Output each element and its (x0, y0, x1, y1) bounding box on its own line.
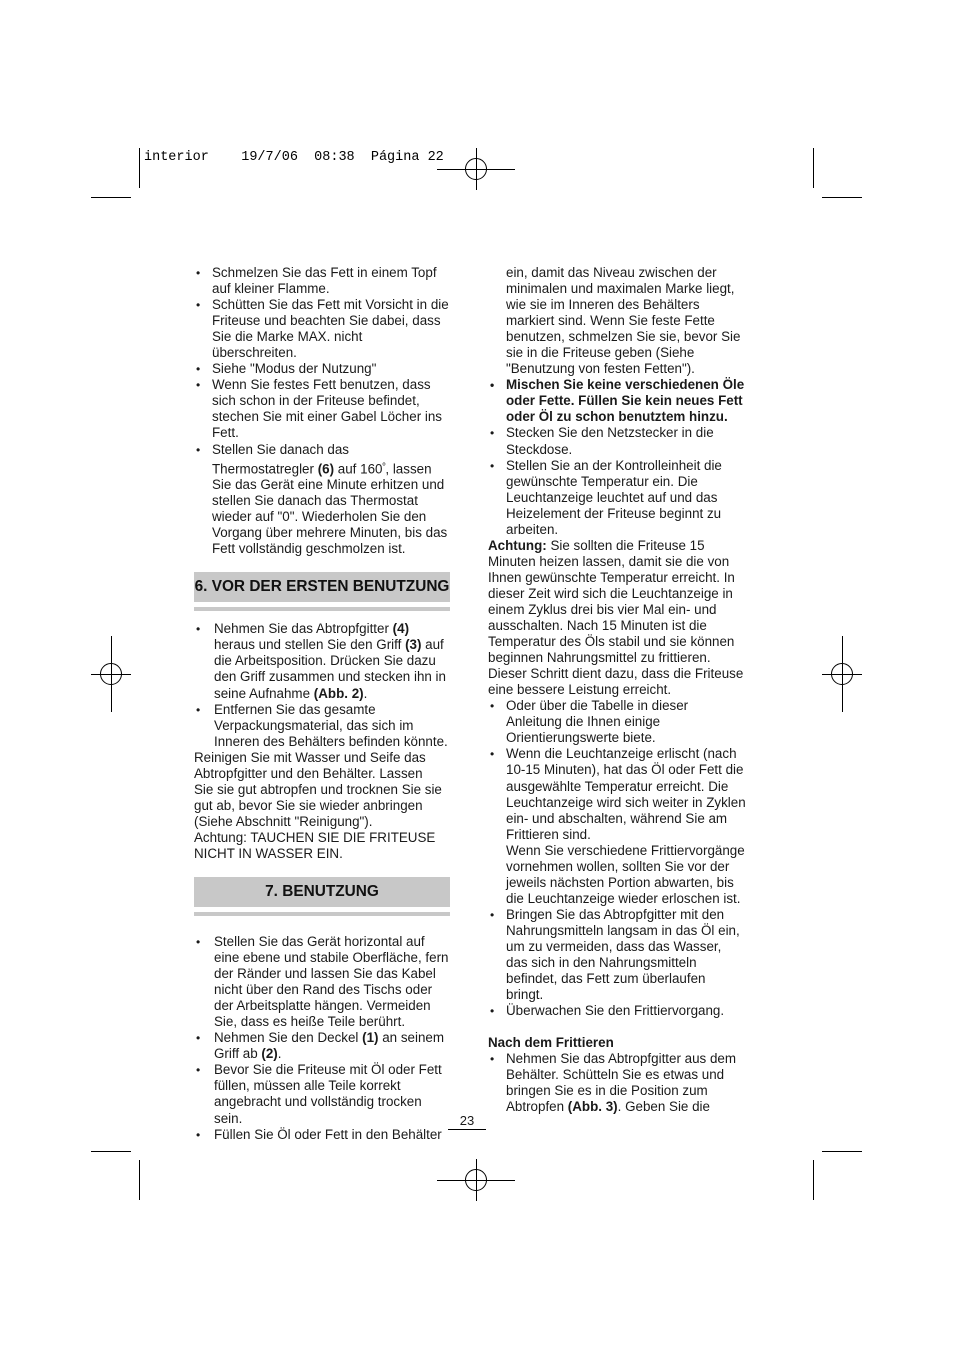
list-item (194, 1030, 450, 1062)
list-item: • Wenn Sie festes Fett benutzen, dass sich schon in der Friteuse befindet, stechen Sie mit einer Gabel Löcher ins Fett. (194, 377, 450, 441)
list-item: • Schmelzen Sie das Fett in einem Topf auf kleiner Flamme. (194, 265, 450, 297)
slug-date: 19/7/06 (241, 150, 298, 165)
figure-ref: (Abb. 2) (313, 685, 364, 701)
subheading: Nach dem Frittieren (488, 1035, 614, 1051)
list-item: • Entfernen Sie das gesamte Verpackungsmaterial, das sich im Inneren des Behälters befinden könnte. (194, 702, 450, 750)
slug-file: interior (144, 150, 209, 165)
text: auf 160 (334, 461, 383, 477)
list-item: • Überwachen Sie den Frittiervorgang. (488, 1003, 746, 1019)
text: auf die Arbeitsposition. Drücken Sie dazu den Griff zusammen und stecken ihn in seine Aufnahme (214, 637, 446, 701)
list-item: • Wenn die Leuchtanzeige erlischt (nach 10-15 Minuten), hat das Öl oder Fett die ausgewählte Temperatur erreicht. Die Leuchtanzeige wird sich weiter in Zyklen ein- und abschalten, während Sie am Frittieren sind. (488, 746, 746, 842)
section-heading-7: 7. BENUTZUNG (194, 877, 450, 907)
part-ref: (1) (362, 1030, 379, 1046)
crop-mark-br-h (822, 1151, 862, 1152)
list-item (194, 621, 450, 701)
crop-mark-tr-h (822, 197, 862, 198)
paragraph: ein, damit das Niveau zwischen der minimalen und maximalen Marke liegt, wie sie im Inneren des Behälters markiert sind. Wenn Sie feste Fette benutzen, schmelzen Sie sie, bevor Sie sie in die Friteuse geben (Siehe "Benutzung von festen Fetten"). (506, 265, 741, 377)
list-item: • Siehe "Modus der Nutzung" (194, 361, 450, 377)
paragraph (488, 538, 746, 698)
page-number: 23 (459, 1113, 475, 1128)
crop-mark-tr-v (813, 148, 814, 188)
text: Sie sollten die Friteuse 15 Minuten heizen lassen, damit sie die von Ihnen gewünschte Temperatur erreicht. In dieser Zeit wird sich die Leuchtanzeige in einem Zyklus drei bis vier Mal ein- und ausschalten. Nach 15 Minuten ist die Temperatur des Öls stabil und sie können beginnen Nahrungsmittel zu frittieren. Dieser Schritt dient dazu, dass die Friteuse eine bessere Leistung erreicht. (488, 537, 744, 698)
text: Nehmen Sie das Abtropfgitter aus dem Behälter. Schütteln Sie es etwas und bringen Sie es in die Position zum Abtropfen (506, 1051, 737, 1115)
list-item: • Stellen Sie das Gerät horizontal auf eine ebene und stabile Oberfläche, fern der Ränder und lassen Sie das Kabel nicht über den Rand des Tischs oder der Arbeitsplatte hängen. Vermeiden Sie, dass es heiße Teile berührt. (194, 934, 450, 1030)
paragraph: Achtung: TAUCHEN SIE DIE FRITEUSE NICHT IN WASSER EIN. (194, 829, 436, 861)
list-item (194, 442, 450, 558)
crop-mark-bl-v (139, 1160, 140, 1200)
print-slug-line (144, 150, 444, 165)
list-item (488, 1051, 746, 1115)
crop-mark-tl-h (91, 197, 131, 198)
crop-mark-tl-v (139, 148, 140, 188)
list-item-warning: • Mischen Sie keine verschiedenen Öle oder Fette. Füllen Sie kein neues Fett oder Öl zu schon benutztem hinzu. (488, 377, 746, 425)
text: . (277, 1046, 282, 1062)
attention-label: Achtung: (488, 537, 547, 553)
text: an seinem Griff ab (214, 1030, 445, 1062)
paragraph: Reinigen Sie mit Wasser und Seife das Abtropfgitter und den Behälter. Lassen Sie sie gut abtropfen und trocknen Sie sie gut ab, bevor Sie sie wieder anbringen (Siehe Abschnitt "Reinigung"). (194, 749, 442, 829)
degree-sign: º (382, 460, 386, 470)
paragraph: Wenn Sie verschiedene Frittiervorgänge vornehmen wollen, sollten Sie vor der jeweils nächsten Portion abwarten, bis die Leuchtanzeige wieder erloschen ist. (506, 842, 745, 906)
text: heraus und stellen Sie den Griff (214, 637, 406, 653)
part-ref: (2) (261, 1046, 278, 1062)
part-ref: (6) (317, 461, 335, 477)
slug-page: Página 22 (370, 150, 444, 165)
part-ref: (4) (392, 621, 410, 637)
part-ref: (3) (405, 637, 422, 653)
text: Stellen Sie danach das Thermostatregler (212, 441, 349, 477)
list-item: • Füllen Sie Öl oder Fett in den Behälter (194, 1127, 450, 1143)
left-column (194, 265, 450, 1143)
list-item: • Bringen Sie das Abtropfgitter mit den Nahrungsmitteln langsam in das Öl ein, um zu vermeiden, dass das Wasser, das sich in den Nahrungsmitteln befindet, das Fett zum überlaufen bringt. (488, 907, 746, 1003)
list-item: • Schütten Sie das Fett mit Vorsicht in die Friteuse und beachten Sie dabei, dass Sie die Marke MAX. nicht überschreiten. (194, 297, 450, 361)
crop-mark-br-v (813, 1160, 814, 1200)
list-item: • Bevor Sie die Friteuse mit Öl oder Fett füllen, müssen alle Teile korrekt angebracht und vollständig trocken sein. (194, 1062, 450, 1126)
text: Nehmen Sie das Abtropfgitter (214, 621, 393, 637)
right-column (488, 265, 746, 1115)
list-item: • Oder über die Tabelle in dieser Anleitung die Ihnen einige Orientierungswerte biete. (488, 698, 746, 746)
section-heading-6: 6. VOR DER ERSTEN BENUTZUNG (194, 572, 450, 602)
figure-ref: (Abb. 3) (567, 1099, 618, 1115)
text: Nehmen Sie den Deckel (214, 1030, 363, 1046)
list-item: • Stellen Sie an der Kontrolleinheit die gewünschte Temperatur ein. Die Leuchtanzeige leuchtet auf und das Heizelement der Friteuse beginnt zu arbeiten. (488, 458, 746, 538)
text: . Geben Sie die (617, 1099, 710, 1115)
page-number-rule (448, 1129, 486, 1130)
text: . (363, 685, 368, 701)
slug-time: 08:38 (314, 150, 355, 165)
text: , lassen Sie das Gerät eine Minute erhitzen und stellen Sie danach das Thermostat wieder auf "0". Wiederholen Sie den Vorgang über mehrere Minuten, bis das Fett vollständig geschmolzen ist. (212, 461, 448, 557)
crop-mark-bl-h (91, 1151, 131, 1152)
list-item: • Stecken Sie den Netzstecker in die Steckdose. (488, 425, 746, 457)
